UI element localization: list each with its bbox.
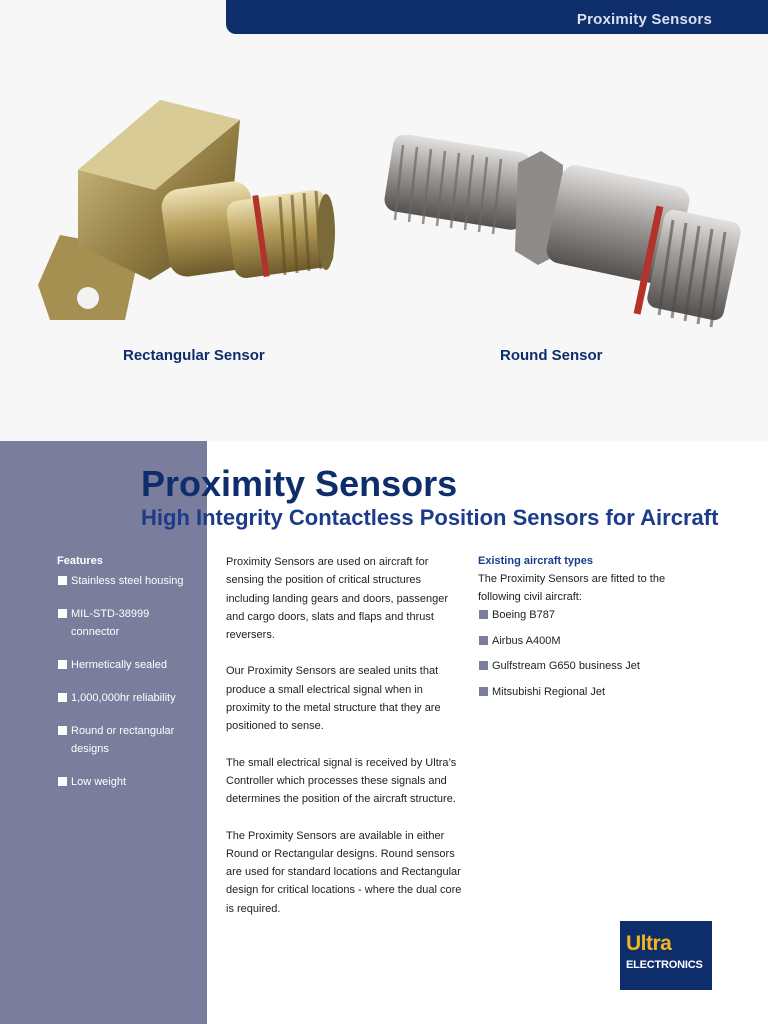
feature-item: Stainless steel housing — [57, 572, 197, 590]
feature-item: 1,000,000hr reliability — [57, 689, 197, 707]
aircraft-item: Boeing B787 — [478, 606, 708, 624]
header-tab — [226, 0, 768, 34]
body-text-column — [226, 553, 462, 936]
feature-item: Low weight — [57, 773, 197, 791]
rectangular-sensor-photo — [30, 95, 345, 330]
aircraft-item: Gulfstream G650 business Jet — [478, 657, 708, 675]
rectangular-sensor-caption: Rectangular Sensor — [123, 347, 265, 364]
aircraft-heading: Existing aircraft types — [478, 555, 593, 567]
page-subtitle: High Integrity Contactless Position Sensors for Aircraft — [141, 505, 719, 530]
features-list — [57, 572, 197, 806]
product-photo-area — [0, 0, 768, 441]
body-paragraph: The Proximity Sensors are available in either Round or Rectangular designs. Round sensors are used for standard locations and Rectangular design for critical locations - where the dual core is required. — [226, 829, 462, 915]
body-paragraph: Proximity Sensors are used on aircraft for sensing the position of critical structures including landing gears and doors, passenger and cargo doors, slats and flaps and thrust reversers. — [226, 556, 448, 642]
ultra-electronics-logo — [620, 921, 712, 990]
aircraft-item: Mitsubishi Regional Jet — [478, 683, 708, 701]
header-tab-label: Proximity Sensors — [576, 11, 712, 28]
aircraft-item: Airbus A400M — [478, 632, 708, 650]
feature-item: Hermetically sealed — [57, 656, 197, 674]
logo-wordmark: Ultra — [626, 932, 672, 955]
logo-subtitle: ELECTRONICS — [626, 959, 703, 971]
round-sensor-caption: Round Sensor — [500, 347, 603, 364]
page-title: Proximity Sensors — [141, 463, 458, 504]
features-heading: Features — [57, 555, 103, 567]
feature-item: Round or rectangular designs — [57, 722, 197, 758]
aircraft-intro: The Proximity Sensors are fitted to the following civil aircraft: — [478, 573, 666, 603]
feature-item: MIL-STD-38999 connector — [57, 605, 197, 641]
body-paragraph: The small electrical signal is received by Ultra’s Controller which processes these signals and determines the position of the aircraft structure. — [226, 756, 457, 806]
aircraft-column — [478, 553, 708, 708]
round-sensor-photo — [383, 135, 748, 335]
body-paragraph: Our Proximity Sensors are sealed units that produce a small electrical signal when in proximity to the metal structure that they are positioned to sense. — [226, 665, 441, 733]
aircraft-list — [478, 606, 708, 701]
